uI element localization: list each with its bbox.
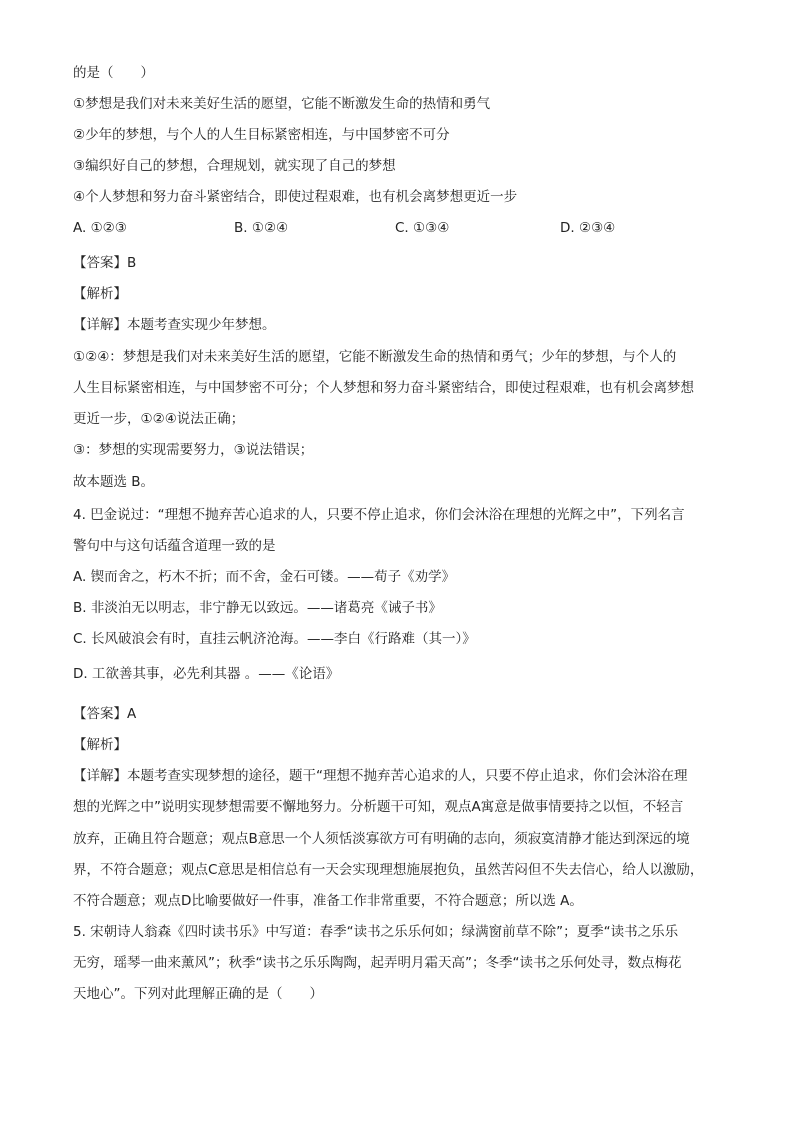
q4-detail-2: 想的光辉之中”说明实现梦想需要不懈地努力。分析题干可知，观点A寓意是做事情要持之以恒，不轻言 xyxy=(73,799,684,815)
q3-stem-tail: 的是（ ） xyxy=(73,65,154,81)
q4-stem-1: 4. 巴金说过：“理想不抛弃苦心追求的人，只要不停止追求，你们会沐浴在理想的光辉之中”，下列名言 xyxy=(73,507,685,523)
q3-item-1: ①梦想是我们对未来美好生活的愿望，它能不断激发生命的热情和勇气 xyxy=(73,96,491,112)
q3-item-3: ③编织好自己的梦想，合理规划，就实现了自己的梦想 xyxy=(73,158,396,174)
q3-option-c: C. ①③④ xyxy=(395,220,450,236)
q3-detail-4: 更近一步，①②④说法正确； xyxy=(73,411,245,427)
q4-option-b: B. 非淡泊无以明志，非宁静无以致远。——诸葛亮《诫子书》 xyxy=(73,600,442,616)
q4-answer: 【答案】A xyxy=(73,706,137,722)
q4-analysis-label: 【解析】 xyxy=(73,737,127,753)
q4-detail-4: 界，不符合题意；观点C意思是相信总有一天会实现理想施展抱负，虽然苦闷但不失去信心，给人以激励， xyxy=(73,862,704,878)
q4-option-d: D. 工欲善其事，必先利其器 。——《论语》 xyxy=(73,666,340,682)
q3-item-2: ②少年的梦想，与个人的人生目标紧密相连，与中国梦密不可分 xyxy=(73,127,450,143)
q4-detail-3: 放弃，正确且符合题意；观点B意思一个人须恬淡寡欲方可有明确的志向，须寂寞清静才能达到深远的境 xyxy=(73,831,690,847)
q3-option-d: D. ②③④ xyxy=(560,220,616,236)
q3-option-a: A. ①②③ xyxy=(73,220,127,236)
q3-detail-6: 故本题选 B。 xyxy=(73,474,155,490)
q4-option-a: A. 锲而舍之，朽木不折；而不舍，金石可镂。——荀子《劝学》 xyxy=(73,569,456,585)
q3-answer: 【答案】B xyxy=(73,255,137,271)
q4-stem-2: 警句中与这句话蕴含道理一致的是 xyxy=(73,538,276,554)
q3-detail-3: 人生目标紧密相连，与中国梦密不可分；个人梦想和努力奋斗紧密结合，即使过程艰难，也有机会离梦想 xyxy=(73,380,694,396)
q4-detail-1: 【详解】本题考查实现梦想的途径，题干“理想不抛弃苦心追求的人，只要不停止追求，你们会沐浴在理 xyxy=(73,768,688,784)
q5-stem-1: 5. 宋朝诗人翁森《四时读书乐》中写道：春季“读书之乐乐何如；绿满窗前草不除”；夏季“读书之乐乐 xyxy=(73,924,679,940)
q5-stem-3: 天地心”。下列对此理解正确的是（ ） xyxy=(73,986,323,1002)
q3-analysis-label: 【解析】 xyxy=(73,286,127,302)
q3-detail-1: 【详解】本题考查实现少年梦想。 xyxy=(73,317,276,333)
q4-detail-5: 不符合题意；观点D比喻要做好一件事，准备工作非常重要，不符合题意；所以选 A。 xyxy=(73,893,583,909)
q3-item-4: ④个人梦想和努力奋斗紧密结合，即使过程艰难，也有机会离梦想更近一步 xyxy=(73,189,518,205)
q5-stem-2: 无穷，瑶琴一曲来薰风”；秋季“读书之乐乐陶陶，起弄明月霜天高”；冬季“读书之乐何处寻，数点梅花 xyxy=(73,955,682,971)
q3-option-b: B. ①②④ xyxy=(234,220,289,236)
q3-detail-5: ③：梦想的实现需要努力，③说法错误； xyxy=(73,442,314,458)
q3-detail-2: ①②④：梦想是我们对未来美好生活的愿望，它能不断激发生命的热情和勇气；少年的梦想，与个人的 xyxy=(73,349,677,365)
q4-option-c: C. 长风破浪会有时，直挂云帆济沧海。——李白《行路难（其一）》 xyxy=(73,631,476,647)
